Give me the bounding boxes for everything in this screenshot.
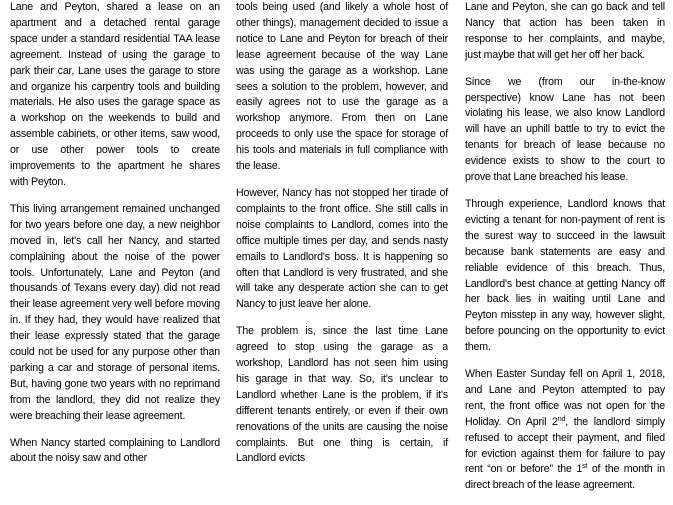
paragraph: tools being used (and likely a whole host of other things), management decided to issue a notice to Lane and Peyton for breach of their lease agreement because of the way Lane was using the garage as a workshop. Lane sees a solution to the problem, however, and easily agrees not to use the garage as a workshop anymore. From then on Lane proceeds to only use the space for storage of his tools and materials in full compliance with the lease. xyxy=(236,1,448,173)
paragraph: However, Nancy has not stopped her tirade of complaints to the front office. She still calls in noise complaints to Landlord, comes into the office multiple times per day, and sends nasty emails to Landlord's boss. It is happening so often that Landlord is very frustrated, and she will take any desperate action she can to get Nancy to just leave her alone. xyxy=(236,186,448,311)
text-run: of the month in direct breach of the lease agreement. xyxy=(465,463,666,492)
paragraph: When Nancy started complaining to Landlord about the noisy saw and other xyxy=(10,436,220,465)
paragraph: The problem is, since the last time Lane agreed to stop using the garage as a workshop, Landlord has not seen him using his garage in that way. So, it's unclear to Landlord whether Lane is the problem, if it's different tenants entirely, or even if their own renovations of the units are causing the noise complaints. But one thing is certain, if Landlord evicts xyxy=(236,325,448,465)
superscript: st xyxy=(582,463,588,471)
paragraph: Lane and Peyton, shared a lease on an apartment and a detached rental garage space under a standard residential TAA lease agreement. Instead of using the garage to park their car, Lane uses the garage to store and organize his carpentry tools and building materials. He also uses the garage space as a workshop on the weekends to build and assemble cabinets, or other items, saw wood, or use other power tools to create improvements to the apartment he shares with Peyton. xyxy=(10,1,220,188)
paragraph: Through experience, Landlord knows that evicting a tenant for non-payment of rent is the surest way to succeed in the lawsuit because bank statements are easy and reliable evidence of this breach. Thus, Landlord's best chance at getting Nancy off her back lies in waiting until Lane and Peyton misstep in any way, however slight, before pouncing on the opportunity to evict them. xyxy=(465,197,665,354)
paragraph: Since we (from our in-the-know perspective) know Lane has not been violating his lease, we also know Landlord will have an uphill battle to try to evict the tenants for breach of lease because no evidence exists to show to the court to prove that Lane breached his lease. xyxy=(465,75,665,184)
paragraph: Lane and Peyton, she can go back and tell Nancy that action has been taken in response to her complaints, and maybe, just maybe that will get her off her back. xyxy=(465,1,665,61)
text-run: When Easter Sunday fell on April 1, 2018, and Lane and Peyton attempted to pay rent, the front office was not open for the Holiday. On April 2 xyxy=(465,368,665,428)
text-column-1 xyxy=(10,0,220,478)
text-column-2 xyxy=(236,0,448,478)
paragraph-easter xyxy=(465,367,665,494)
text-run: , the landlord simply refused to accept their payment, and filed for eviction against them for failure to pay rent “on or before” the 1 xyxy=(465,415,665,476)
text-column-3 xyxy=(465,0,665,505)
paragraph: This living arrangement remained unchanged for two years before one day, a new neighbor moved in, let's call her Nancy, and started complaining about the noise of the power tools. Unfortunately, Lane and Peyton (and thousands of Texans every day) did not read their lease agreement very well before moving in. If they had, they would have realized that their lease expressly stated that the garage could not be used for any purpose other than parking a car and storage of personal items. But, having gone two years with no reprimand from the landlord, they did not realize they were breaching their lease agreement. xyxy=(10,202,220,422)
superscript: nd xyxy=(557,415,566,423)
